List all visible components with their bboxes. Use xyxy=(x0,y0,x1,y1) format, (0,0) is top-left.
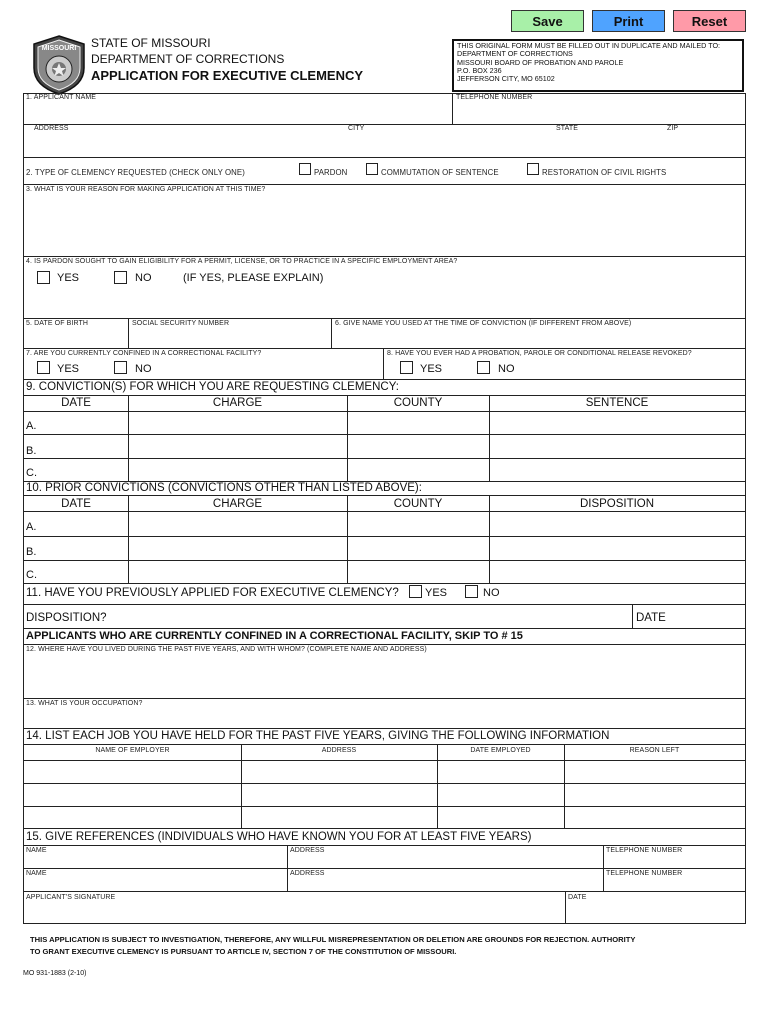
q12-field[interactable] xyxy=(24,655,745,697)
address-label: ADDRESS xyxy=(34,125,69,132)
q8-yes-label: YES xyxy=(420,363,443,375)
notice-line: THIS ORIGINAL FORM MUST BE FILLED OUT IN DUPLICATE AND MAILED TO: xyxy=(457,41,721,50)
commutation-checkbox[interactable] xyxy=(366,163,378,175)
applicant-name-field[interactable] xyxy=(24,103,452,123)
q2-label: 2. TYPE OF CLEMENCY REQUESTED (CHECK ONLY ONE) xyxy=(26,168,245,177)
page-title: APPLICATION FOR EXECUTIVE CLEMENCY xyxy=(91,68,364,83)
q14-col-date-employed: DATE EMPLOYED xyxy=(470,747,531,754)
q4-explain-field[interactable] xyxy=(24,288,745,316)
q4-yes-checkbox[interactable] xyxy=(37,271,50,284)
q10-col-county: COUNTY xyxy=(393,498,443,510)
q3-label: 3. WHAT IS YOUR REASON FOR MAKING APPLICATION AT THIS TIME? xyxy=(26,186,266,193)
q12-label: 12. WHERE HAVE YOU LIVED DURING THE PAST FIVE YEARS, AND WITH WHOM? (COMPLETE NAME AND ADDRESS) xyxy=(26,646,427,653)
q10-row-a: A. xyxy=(26,521,37,533)
disposition-field[interactable] xyxy=(110,606,630,626)
q10-row-b: B. xyxy=(26,546,37,558)
ref2-phone-label: TELEPHONE NUMBER xyxy=(606,870,683,877)
department-name: DEPARTMENT OF CORRECTIONS xyxy=(91,52,285,66)
q9-col-date: DATE xyxy=(61,397,91,409)
conviction-name-field[interactable] xyxy=(332,329,745,347)
skip-notice: APPLICANTS WHO ARE CURRENTLY CONFINED IN A CORRECTIONAL FACILITY, SKIP TO # 15 xyxy=(26,630,523,642)
state-name: STATE OF MISSOURI xyxy=(91,36,211,50)
q14-heading: 14. LIST EACH JOB YOU HAVE HELD FOR THE PAST FIVE YEARS, GIVING THE FOLLOWING INFORMATION xyxy=(26,730,610,742)
ref1-phone-label: TELEPHONE NUMBER xyxy=(606,847,683,854)
notice-line: P.O. BOX 236 xyxy=(457,65,502,75)
signature-date-label: DATE xyxy=(568,894,587,901)
ref2-name-label: NAME xyxy=(26,870,47,877)
q4-no-checkbox[interactable] xyxy=(114,271,127,284)
state-label: STATE xyxy=(556,125,579,132)
q11-yes-checkbox[interactable] xyxy=(409,585,422,598)
reset-button[interactable]: Reset xyxy=(673,10,746,32)
q10-col-disposition: DISPOSITION xyxy=(579,498,655,510)
q7-no-label: NO xyxy=(135,363,152,375)
q4-explain-note: (IF YES, PLEASE EXPLAIN) xyxy=(183,272,324,284)
address-field[interactable] xyxy=(24,134,745,156)
pardon-checkbox[interactable] xyxy=(299,163,311,175)
dob-field[interactable] xyxy=(24,329,127,347)
q4-yes-label: YES xyxy=(57,272,80,284)
q7-no-checkbox[interactable] xyxy=(114,361,127,374)
q11-label: 11. HAVE YOU PREVIOUSLY APPLIED FOR EXECUTIVE CLEMENCY? xyxy=(26,587,399,599)
q6-label: 6. GIVE NAME YOU USED AT THE TIME OF CONVICTION (IF DIFFERENT FROM ABOVE) xyxy=(335,320,632,327)
disclaimer-text xyxy=(30,934,742,958)
commutation-label: COMMUTATION OF SENTENCE xyxy=(381,168,499,177)
q8-no-checkbox[interactable] xyxy=(477,361,490,374)
dob-label: 5. DATE OF BIRTH xyxy=(26,320,89,327)
q9-col-county: COUNTY xyxy=(393,397,443,409)
disclaimer-line-1: THIS APPLICATION IS SUBJECT TO INVESTIGATION, THEREFORE, ANY WILLFUL MISREPRESENTATION OR DELETION ARE GROUNDS FOR REJECTION. AUTHORITY xyxy=(30,935,636,944)
q7-label: 7. ARE YOU CURRENTLY CONFINED IN A CORRECTIONAL FACILITY? xyxy=(26,350,262,357)
signature-date-field[interactable] xyxy=(566,903,745,921)
save-button[interactable]: Save xyxy=(511,10,584,32)
applicant-name-label: 1. APPLICANT NAME xyxy=(26,94,97,101)
notice-line: JEFFERSON CITY, MO 65102 xyxy=(457,74,555,84)
q9-row-c: C. xyxy=(26,467,37,479)
q8-label: 8. HAVE YOU EVER HAD A PROBATION, PAROLE OR CONDITIONAL RELEASE REVOKED? xyxy=(387,350,692,357)
signature-label: APPLICANT'S SIGNATURE xyxy=(26,894,116,901)
q11-yes-label: YES xyxy=(425,587,448,599)
mailing-notice-box xyxy=(452,39,744,92)
q10-col-date: DATE xyxy=(61,498,91,510)
disposition-date-label: DATE xyxy=(636,612,666,624)
q14-col-reason-left: REASON LEFT xyxy=(629,747,680,754)
q7-yes-checkbox[interactable] xyxy=(37,361,50,374)
signature-field[interactable] xyxy=(24,903,564,921)
q10-row-c: C. xyxy=(26,569,37,581)
zip-label: ZIP xyxy=(667,125,679,132)
q15-heading: 15. GIVE REFERENCES (INDIVIDUALS WHO HAVE KNOWN YOU FOR AT LEAST FIVE YEARS) xyxy=(26,831,532,843)
ssn-label: SOCIAL SECURITY NUMBER xyxy=(132,320,230,327)
q9-heading: 9. CONVICTION(S) FOR WHICH YOU ARE REQUESTING CLEMENCY: xyxy=(26,381,399,393)
q8-no-label: NO xyxy=(498,363,515,375)
q3-field[interactable] xyxy=(24,195,745,255)
telephone-field[interactable] xyxy=(453,103,745,123)
q11-no-label: NO xyxy=(483,587,500,599)
ref1-address-label: ADDRESS xyxy=(290,847,325,854)
q9-row-a: A. xyxy=(26,420,37,432)
q4-no-label: NO xyxy=(135,272,152,284)
notice-line: DEPARTMENT OF CORRECTIONS xyxy=(457,49,573,59)
q9-col-sentence: SENTENCE xyxy=(585,397,649,409)
q11-no-checkbox[interactable] xyxy=(465,585,478,598)
restoration-label: RESTORATION OF CIVIL RIGHTS xyxy=(542,168,667,177)
ref1-name-label: NAME xyxy=(26,847,47,854)
q9-row-b: B. xyxy=(26,445,37,457)
q14-col-address: ADDRESS xyxy=(321,747,357,754)
q4-label: 4. IS PARDON SOUGHT TO GAIN ELIGIBILITY FOR A PERMIT, LICENSE, OR TO PRACTICE IN A SPECIFIC EMPLOYMENT AREA? xyxy=(26,258,458,265)
notice-line: MISSOURI BOARD OF PROBATION AND PAROLE xyxy=(457,57,624,67)
svg-text:MISSOURI: MISSOURI xyxy=(41,45,77,52)
ref2-address-label: ADDRESS xyxy=(290,870,325,877)
q13-label: 13. WHAT IS YOUR OCCUPATION? xyxy=(26,700,143,707)
ssn-field[interactable] xyxy=(129,329,330,347)
disclaimer-line-2: TO GRANT EXECUTIVE CLEMENCY IS PURSUANT TO ARTICLE IV, SECTION 7 OF THE CONSTITUTION OF MISSOURI. xyxy=(30,947,457,956)
q7-yes-label: YES xyxy=(57,363,80,375)
q10-col-charge: CHARGE xyxy=(212,498,263,510)
q14-col-employer: NAME OF EMPLOYER xyxy=(95,747,170,754)
q9-col-charge: CHARGE xyxy=(212,397,263,409)
q10-heading: 10. PRIOR CONVICTIONS (CONVICTIONS OTHER THAN LISTED ABOVE): xyxy=(26,482,422,494)
print-button[interactable]: Print xyxy=(592,10,665,32)
pardon-label: PARDON xyxy=(314,168,348,177)
q8-yes-checkbox[interactable] xyxy=(400,361,413,374)
form-number: MO 931-1883 (2-10) xyxy=(23,970,87,977)
disposition-label: DISPOSITION? xyxy=(26,612,107,624)
restoration-checkbox[interactable] xyxy=(527,163,539,175)
telephone-label: TELEPHONE NUMBER xyxy=(456,94,533,101)
occupation-field[interactable] xyxy=(24,709,745,727)
city-label: CITY xyxy=(348,125,365,132)
missouri-corrections-seal-icon xyxy=(30,34,88,96)
